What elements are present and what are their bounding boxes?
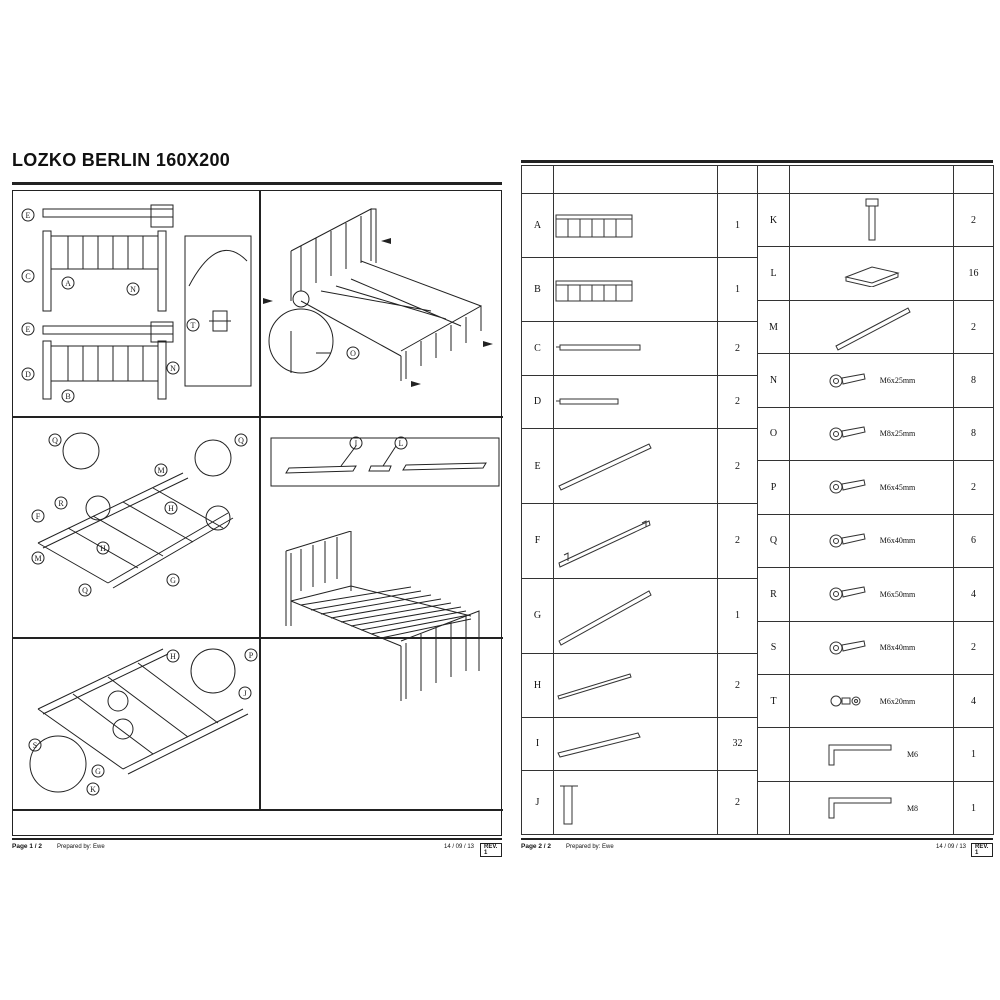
part-id: B <box>522 258 554 322</box>
part-id: R <box>758 568 790 621</box>
callout-b: B <box>65 392 71 401</box>
allen-key-icon <box>825 794 895 822</box>
part-qty: 2 <box>718 771 758 835</box>
cross-bar-icon <box>554 653 718 717</box>
callout-q-3: Q <box>82 586 88 595</box>
page1-rev: REV. 1 <box>480 843 502 857</box>
callout-h-3: H <box>170 652 176 661</box>
parts-list-table <box>521 165 994 835</box>
assembly-diagram-page <box>12 190 502 836</box>
step3-panel <box>13 418 259 637</box>
part-spec: M6x20mm <box>879 696 916 706</box>
step2-diagram <box>261 191 503 416</box>
header-cell <box>522 166 554 194</box>
part-qty: 32 <box>718 717 758 770</box>
page1-prepared: Prepared by: Ewe <box>57 844 105 850</box>
part-qty: 4 <box>954 568 994 621</box>
step2-panel <box>261 191 503 416</box>
callout-n-2: N <box>170 364 176 373</box>
step5-diagram <box>13 639 259 809</box>
callout-g: G <box>170 576 176 585</box>
part-id: T <box>758 674 790 727</box>
page1-footer-rule <box>12 838 502 840</box>
notes-strip <box>13 811 500 834</box>
part-qty: 2 <box>718 653 758 717</box>
screw-icon <box>828 476 868 498</box>
part-illustration <box>790 194 954 247</box>
part-spec: M6x45mm <box>879 482 916 492</box>
callout-c: C <box>25 272 31 281</box>
part-illustration <box>790 568 954 621</box>
part-id: K <box>758 194 790 247</box>
finished-bed-panel <box>261 531 503 809</box>
callout-m-1: M <box>157 466 165 475</box>
header-cell <box>758 166 790 194</box>
callout-q-1: Q <box>52 436 58 445</box>
part-id: P <box>758 461 790 514</box>
part-id: S <box>758 621 790 674</box>
short-leg-icon <box>554 375 718 428</box>
callout-e-2: E <box>25 325 31 334</box>
callout-q-2: Q <box>238 436 244 445</box>
step1-diagram <box>13 191 259 416</box>
part-qty: 1 <box>954 728 994 781</box>
page1-number: Page 1 / 2 <box>12 843 42 850</box>
part-id: L <box>758 247 790 300</box>
slat-strip-icon <box>832 302 912 352</box>
part-qty: 1 <box>718 194 758 258</box>
callout-k: K <box>90 785 96 794</box>
footboard-frame-icon <box>554 258 718 322</box>
slat-cap-icon <box>842 261 902 287</box>
header-cell <box>790 166 954 194</box>
part-id: C <box>522 322 554 375</box>
callout-j: J <box>243 689 247 698</box>
part-spec: M8 <box>906 803 919 813</box>
screw-icon <box>828 637 868 659</box>
part-qty: 4 <box>954 674 994 727</box>
step5-panel <box>13 639 259 809</box>
screw-icon <box>828 583 868 605</box>
part-id <box>758 728 790 781</box>
page2-footer-rule <box>521 838 993 840</box>
part-id: H <box>522 653 554 717</box>
callout-h-2: H <box>100 544 106 553</box>
center-beam-icon <box>554 578 718 653</box>
allen-key-icon <box>825 741 895 769</box>
parts-header-row <box>522 166 994 194</box>
screw-icon <box>828 530 868 552</box>
header-cell <box>954 166 994 194</box>
part-qty: 2 <box>954 300 994 353</box>
header-cell <box>718 166 758 194</box>
screw-icon <box>828 370 868 392</box>
part-illustration <box>790 354 954 407</box>
page2-number: Page 2 / 2 <box>521 843 551 850</box>
screw-washer-icon <box>828 690 868 712</box>
callout-e-1: E <box>25 211 31 220</box>
callout-m-2: M <box>34 554 42 563</box>
part-illustration <box>790 514 954 567</box>
callout-s: S <box>32 741 38 750</box>
side-rail-icon <box>554 503 718 578</box>
bolt-icon <box>862 197 882 243</box>
page2-prepared: Prepared by: Ewe <box>566 844 614 850</box>
callout-d: D <box>25 370 31 379</box>
part-spec: M6 <box>906 750 919 760</box>
callout-l: L <box>398 439 404 448</box>
title-underline <box>12 182 502 185</box>
finished-bed-illustration <box>261 531 503 801</box>
part-qty: 2 <box>718 322 758 375</box>
part-qty: 1 <box>954 781 994 834</box>
part-id: J <box>522 771 554 835</box>
step1-panel <box>13 191 259 416</box>
part-qty: 8 <box>954 354 994 407</box>
part-spec: M8x25mm <box>879 429 916 439</box>
part-id: Q <box>758 514 790 567</box>
part-qty: 2 <box>718 429 758 504</box>
callout-h-1: H <box>168 504 174 513</box>
part-illustration <box>790 247 954 300</box>
part-illustration <box>790 621 954 674</box>
part-illustration <box>790 300 954 353</box>
top-rail-icon <box>554 429 718 504</box>
step3-diagram <box>13 418 259 637</box>
headboard-frame-icon <box>554 194 718 258</box>
part-qty: 1 <box>718 258 758 322</box>
document-title: LOZKO BERLIN 160X200 <box>12 150 231 170</box>
part-id <box>758 781 790 834</box>
page2-top-rule <box>521 160 993 163</box>
support-leg-icon <box>554 771 718 835</box>
callout-t: T <box>190 321 196 330</box>
part-spec: M6x25mm <box>879 376 916 386</box>
part-qty: 2 <box>718 503 758 578</box>
part-illustration <box>790 781 954 834</box>
callout-o: O <box>350 349 356 358</box>
parts-row <box>522 194 994 205</box>
screw-icon <box>828 423 868 445</box>
callout-n-1: N <box>130 285 136 294</box>
part-id: A <box>522 194 554 258</box>
callout-g-2: G <box>95 767 101 776</box>
callout-i: I <box>354 439 358 448</box>
callout-f: F <box>35 512 41 521</box>
part-qty: 2 <box>954 194 994 247</box>
part-id: N <box>758 354 790 407</box>
part-id: F <box>522 503 554 578</box>
slat-icon <box>554 717 718 770</box>
callout-p: P <box>248 651 254 660</box>
part-qty: 2 <box>954 621 994 674</box>
part-qty: 16 <box>954 247 994 300</box>
part-qty: 1 <box>718 578 758 653</box>
part-id: E <box>522 429 554 504</box>
part-id: O <box>758 407 790 460</box>
part-qty: 6 <box>954 514 994 567</box>
part-id: M <box>758 300 790 353</box>
callout-r: R <box>58 499 64 508</box>
page2-rev: REV. 1 <box>971 843 993 857</box>
part-illustration <box>790 461 954 514</box>
part-illustration <box>790 674 954 727</box>
long-leg-icon <box>554 322 718 375</box>
header-cell <box>554 166 718 194</box>
page1-date: 14 / 09 / 13 <box>444 844 475 850</box>
page2-date: 14 / 09 / 13 <box>936 844 967 850</box>
part-qty: 2 <box>718 375 758 428</box>
part-qty: 8 <box>954 407 994 460</box>
part-id: D <box>522 375 554 428</box>
part-qty: 2 <box>954 461 994 514</box>
part-spec: M6x40mm <box>879 536 916 546</box>
part-id: I <box>522 717 554 770</box>
part-illustration <box>790 407 954 460</box>
part-spec: M8x40mm <box>879 643 916 653</box>
callout-a: A <box>65 279 71 288</box>
part-illustration <box>790 728 954 781</box>
part-spec: M6x50mm <box>879 589 916 599</box>
part-id: G <box>522 578 554 653</box>
